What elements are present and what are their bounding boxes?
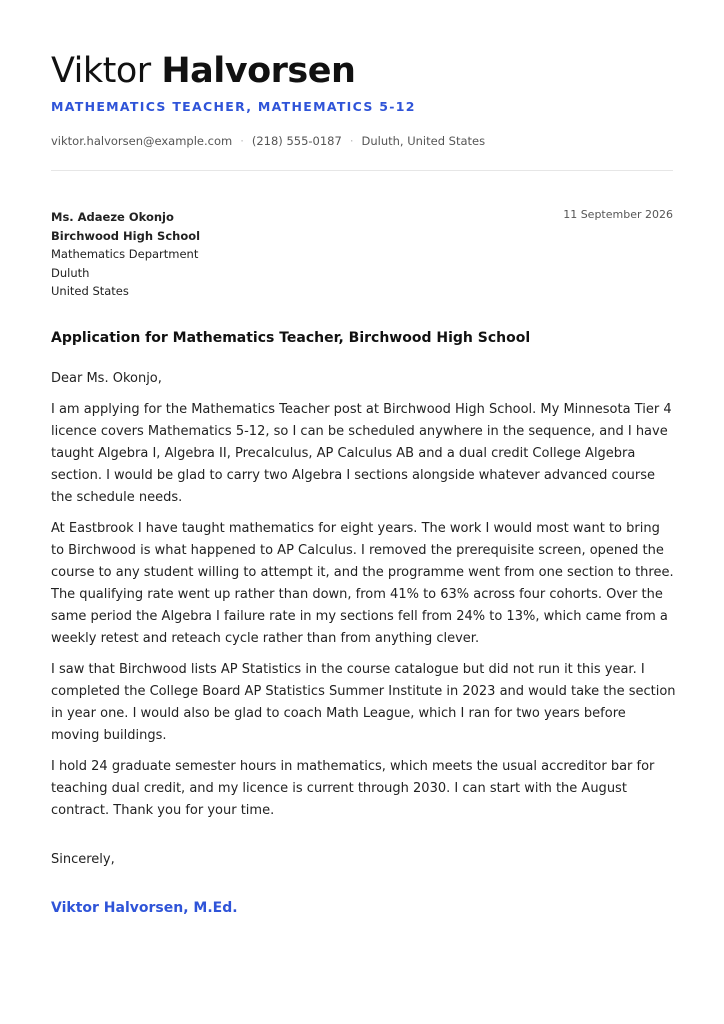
recipient-city: Duluth: [51, 265, 90, 280]
closing: Sincerely,: [51, 852, 115, 867]
applicant-name: [51, 50, 673, 92]
contact-separator: ·: [240, 134, 244, 148]
salutation: Dear Ms. Okonjo,: [51, 371, 162, 386]
recipient-block: [51, 208, 200, 301]
last-name: Halvorsen: [161, 51, 356, 91]
letter-date: 11 September 2026: [563, 208, 673, 221]
header-divider: [51, 170, 673, 171]
letter-header: [51, 50, 673, 148]
body-paragraph: I am applying for the Mathematics Teacher post at Birchwood High School. My Minnesota Tier 4 licence covers Mathematics 5-12, so I can be scheduled anywhere in the sequence, and I have taught Algebra I, Algebra II, Precalculus, AP Calculus AB and a dual credit College Algebra section. I would be glad to carry two Algebra I sections alongside whatever advanced course the schedule needs.: [51, 402, 672, 505]
recipient-department: Mathematics Department: [51, 247, 199, 262]
letter-body: [51, 368, 676, 831]
contact-email[interactable]: viktor.halvorsen@example.com: [51, 134, 233, 148]
signature: Viktor Halvorsen, M.Ed.: [51, 900, 238, 916]
first-name: Viktor: [51, 51, 151, 91]
job-title: MATHEMATICS TEACHER, MATHEMATICS 5-12: [51, 99, 416, 114]
body-paragraph: I hold 24 graduate semester hours in mathematics, which meets the usual accreditor bar for teaching dual credit, and my licence is current through 2030. I can start with the August contract. Thank you for your time.: [51, 759, 655, 818]
contact-location: Duluth, United States: [361, 134, 486, 148]
letter-subject: Application for Mathematics Teacher, Birchwood High School: [51, 330, 531, 346]
recipient-country: United States: [51, 284, 129, 299]
contact-phone[interactable]: (218) 555-0187: [251, 134, 342, 148]
body-paragraph: I saw that Birchwood lists AP Statistics in the course catalogue but did not run it this year. I completed the College Board AP Statistics Summer Institute in 2023 and would take the section in year one. I would also be glad to coach Math League, which I ran for two years before moving buildings.: [51, 662, 676, 743]
contact-separator: ·: [349, 134, 354, 148]
body-paragraph: At Eastbrook I have taught mathematics for eight years. The work I would most want to bring to Birchwood is what happened to AP Calculus. I removed the prerequisite screen, opened the course to any student willing to attempt it, and the programme went from one section to three. The qualifying rate went up rather than down, from 41% to 63% across four cohorts. Over the same period the Algebra I failure rate in my sections fell from 24% to 13%, which came from a weekly retest and reteach cycle rather than from anything clever.: [51, 521, 674, 646]
contact-line: [51, 134, 485, 148]
recipient-name: Ms. Adaeze Okonjo: [51, 210, 174, 224]
recipient-school: Birchwood High School: [51, 228, 201, 243]
